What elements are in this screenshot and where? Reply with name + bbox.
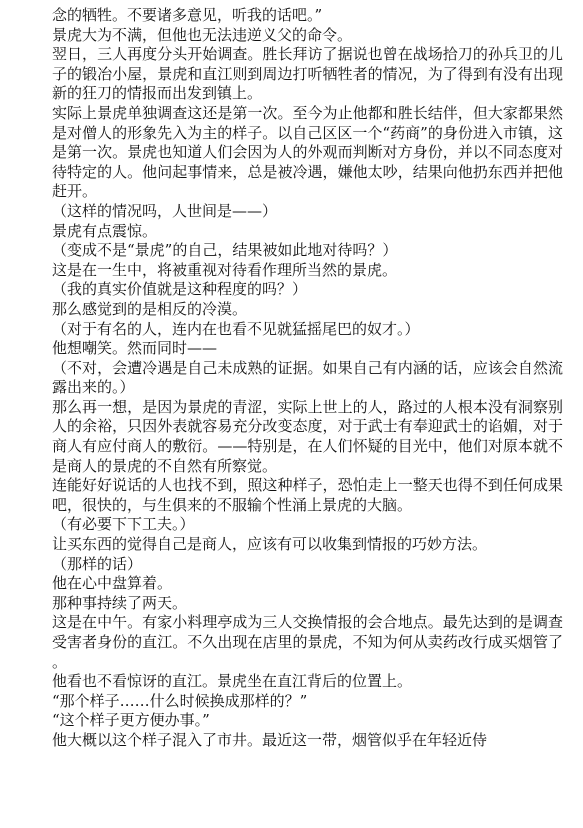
paragraph-11: （对于有名的人，连内在也看不见就猛摇尾巴的奴才。） <box>52 319 420 338</box>
paragraph-14: 那么再一想，是因为景虎的青涩，实际上世上的人，路过的人根本没有洞察别人的余裕，只因外表就容易充分改变态度，对于武士有奉迎武士的谄媚，对于商人有应付商人的敷衍。——特别是，在人们怀疑的目光中，他们对原本就不是商人的景虎的不自然有所察觉。 <box>52 397 563 475</box>
paragraph-3: 翌日，三人再度分头开始调查。胜长拜访了据说也曾在战场拾刀的孙兵卫的儿子的锻冶小屋，景虎和直江则到周边打听牺牲者的情况，为了得到有没有出现新的狂刀的情报而出发到镇上。 <box>52 45 563 103</box>
paragraph-9: （我的真实价值就是这种程度的吗？） <box>52 280 308 299</box>
paragraph-22: 他看也不看惊讶的直江。景虎坐在直江背后的位置上。 <box>52 672 413 691</box>
paragraph-1: 念的牺牲。不要诸多意见，听我的话吧。” <box>52 6 323 24</box>
paragraph-25: 他大概以这个样子混入了市井。最近这一带，烟管似乎在年轻近侍 <box>52 730 488 749</box>
paragraph-16: （有必要下下工夫。） <box>52 515 195 534</box>
paragraph-23: “那个样子……什么时候换成那样的？” <box>52 691 308 710</box>
paragraph-10: 那么感觉到的是相反的冷漠。 <box>52 299 248 318</box>
paragraph-15: 连能好好说话的人也找不到，照这种样子，恐怕走上一整天也得不到任何成果吧，很快的，与生俱来的不服输个性涌上景虎的大脑。 <box>52 476 563 514</box>
paragraph-18: （那样的话） <box>52 554 143 573</box>
paragraph-21: 这是在中午。有家小料理亭成为三人交换情报的会合地点。最先达到的是调查受害者身份的直江。不久出现在店里的景虎，不知为何从卖药改行成买烟管了。 <box>52 613 563 671</box>
paragraph-20: 那种事持续了两天。 <box>52 593 188 612</box>
paragraph-2: 景虎大为不满，但他也无法违逆义父的命令。 <box>52 25 353 44</box>
paragraph-13: （不对，会遭冷遇是自己未成熟的证据。如果自己有内涵的话，应该会自然流露出来的。） <box>52 358 563 397</box>
paragraph-6: 景虎有点震惊。 <box>52 221 158 240</box>
paragraph-17: 让买东西的觉得自己是商人，应该有可以收集到情报的巧妙方法。 <box>52 535 488 554</box>
paragraph-8: 这是在一生中，将被重视对待看作理所当然的景虎。 <box>52 260 398 279</box>
paragraph-12: 他想嘲笑。然而同时—— <box>52 339 218 358</box>
paragraph-24: “这个样子更方便办事。” <box>52 711 210 730</box>
paragraph-19: 他在心中盘算着。 <box>52 574 173 593</box>
paragraph-7: （变成不是“景虎”的自己，结果被如此地对待吗？） <box>52 241 398 260</box>
paragraph-4: 实际上景虎单独调查这还是第一次。至今为止他都和胜长结伴，但大家都果然是对僧人的形象先入为主的样子。以自己区区一个“药商”的身份进入市镇，这是第一次。景虎也知道人们会因为人的外观而判断对方身份，并以不同态度对待特定的人。他问起事情来，总是被冷遇，嫌他太吵，结果向他扔东西并把他赶开。 <box>52 103 563 201</box>
paragraph-5: （这样的情况吗，人世间是——） <box>52 201 278 220</box>
